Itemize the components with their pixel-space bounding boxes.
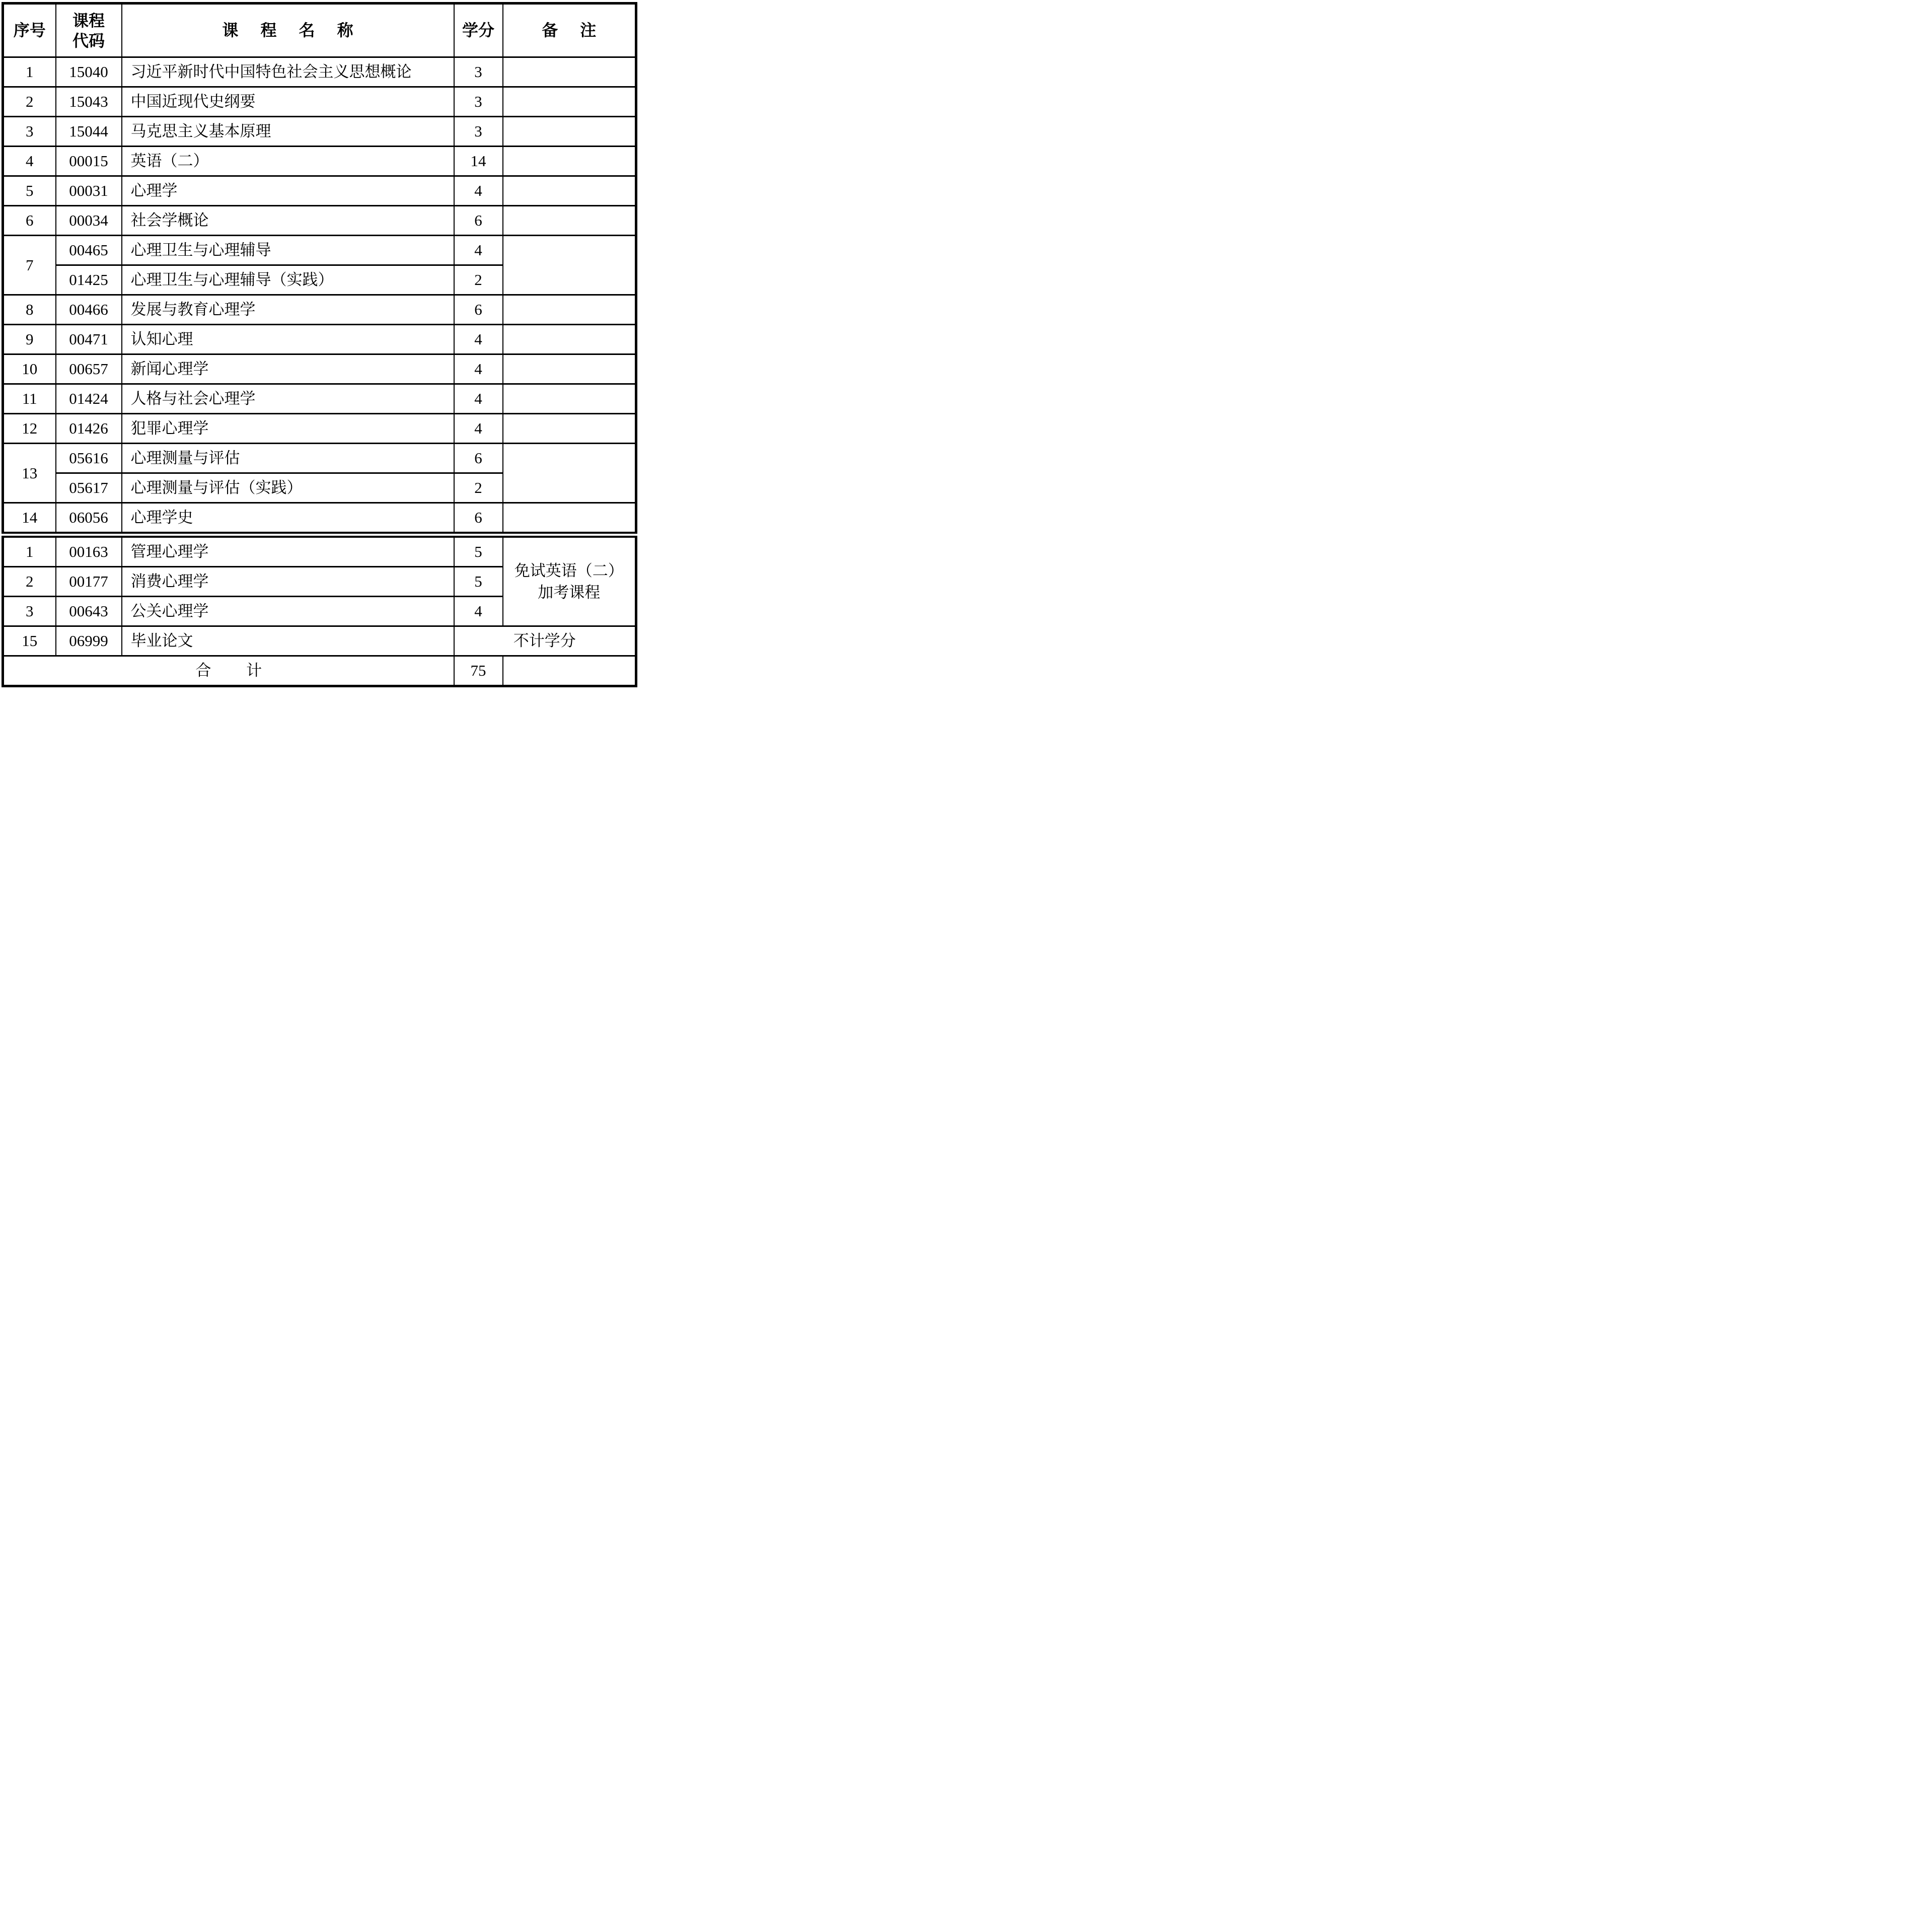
credits-cell: 3 [454,87,503,117]
remark-cell [503,656,636,686]
code-cell: 00466 [56,295,122,325]
name-cell: 习近平新时代中国特色社会主义思想概论 [122,57,454,87]
credits-cell: 4 [454,176,503,206]
credits-cell: 6 [454,444,503,473]
seq-cell-merged: 7 [3,236,56,295]
seq-cell: 3 [3,117,56,147]
credits-cell: 6 [454,206,503,236]
seq-cell: 12 [3,414,56,444]
remark-cell [503,117,636,147]
remark-cell-merged [503,236,636,295]
remark-cell [503,206,636,236]
name-cell: 心理卫生与心理辅导（实践） [122,265,454,295]
seq-cell-merged: 13 [3,444,56,503]
seq-cell: 11 [3,384,56,414]
credits-cell: 5 [454,535,503,567]
remark-cell-extra-merged [503,535,636,626]
remark-cell [503,57,636,87]
table-row [3,176,636,206]
code-cell: 00177 [56,567,122,597]
page [0,0,637,689]
course-plan-table [2,2,637,687]
credits-cell: 2 [454,473,503,503]
header-credits: 学分 [454,4,503,57]
remark-cell [503,503,636,535]
name-cell: 毕业论文 [122,626,454,656]
seq-cell: 14 [3,503,56,535]
seq-cell: 4 [3,147,56,176]
code-cell: 00657 [56,354,122,384]
credits-cell: 4 [454,325,503,354]
credits-cell: 3 [454,117,503,147]
credits-cell: 6 [454,503,503,535]
remark-cell [503,295,636,325]
seq-cell: 15 [3,626,56,656]
table-row [3,236,636,265]
table-row [3,384,636,414]
credits-cell: 4 [454,354,503,384]
name-cell: 心理卫生与心理辅导 [122,236,454,265]
credits-cell: 6 [454,295,503,325]
name-cell: 马克思主义基本原理 [122,117,454,147]
remark-cell [503,147,636,176]
table-row-extra-section-start [3,535,636,567]
remark-cell [503,384,636,414]
code-cell: 01425 [56,265,122,295]
table-row [3,295,636,325]
table-row [3,444,636,473]
name-cell: 社会学概论 [122,206,454,236]
name-cell: 心理学 [122,176,454,206]
remark-cell [503,87,636,117]
code-cell: 00034 [56,206,122,236]
credits-cell: 14 [454,147,503,176]
header-course-name: 课 程 名 称 [122,4,454,57]
table-row [3,325,636,354]
remark-cell-merged [503,444,636,503]
code-cell: 01426 [56,414,122,444]
code-cell: 00471 [56,325,122,354]
table-row [3,503,636,535]
seq-cell: 2 [3,567,56,597]
remark-cell [503,414,636,444]
remark-cell [503,176,636,206]
table-row [3,117,636,147]
credits-cell: 4 [454,384,503,414]
code-cell: 15043 [56,87,122,117]
seq-cell: 10 [3,354,56,384]
name-cell: 犯罪心理学 [122,414,454,444]
code-cell: 05616 [56,444,122,473]
table-row-thesis [3,626,636,656]
seq-cell: 9 [3,325,56,354]
extra-remark-line1: 免试英语（二） [514,561,624,580]
table-row [3,354,636,384]
seq-cell: 6 [3,206,56,236]
code-cell: 00643 [56,597,122,626]
credits-cell: 5 [454,567,503,597]
total-label-cell: 合 计 [3,656,454,686]
seq-cell: 5 [3,176,56,206]
code-cell: 00465 [56,236,122,265]
seq-cell: 2 [3,87,56,117]
name-cell: 心理学史 [122,503,454,535]
header-course-code-line1: 课程 [72,11,105,30]
name-cell: 消费心理学 [122,567,454,597]
code-cell: 05617 [56,473,122,503]
table-row [3,87,636,117]
seq-cell: 1 [3,535,56,567]
credits-cell: 4 [454,597,503,626]
seq-cell: 3 [3,597,56,626]
name-cell: 心理测量与评估 [122,444,454,473]
table-row [3,57,636,87]
name-cell: 公关心理学 [122,597,454,626]
header-row [3,4,636,57]
table-row-total [3,656,636,686]
credits-cell: 4 [454,236,503,265]
table-row [3,147,636,176]
seq-cell: 8 [3,295,56,325]
name-cell: 认知心理 [122,325,454,354]
credits-cell: 4 [454,414,503,444]
name-cell: 英语（二） [122,147,454,176]
remark-cell [503,354,636,384]
name-cell: 心理测量与评估（实践） [122,473,454,503]
table-row [3,206,636,236]
header-course-code-line2: 代码 [72,31,105,50]
name-cell: 人格与社会心理学 [122,384,454,414]
name-cell: 发展与教育心理学 [122,295,454,325]
extra-remark-line2: 加考课程 [538,584,601,601]
code-cell: 15044 [56,117,122,147]
seq-cell: 1 [3,57,56,87]
code-cell: 06999 [56,626,122,656]
code-cell: 15040 [56,57,122,87]
header-remark: 备 注 [503,4,636,57]
code-cell: 00031 [56,176,122,206]
table-row [3,414,636,444]
header-seq: 序号 [3,4,56,57]
code-cell: 00015 [56,147,122,176]
header-course-code [56,4,122,57]
name-cell: 中国近现代史纲要 [122,87,454,117]
code-cell: 01424 [56,384,122,414]
name-cell: 新闻心理学 [122,354,454,384]
name-cell: 管理心理学 [122,535,454,567]
total-credits-cell: 75 [454,656,503,686]
code-cell: 00163 [56,535,122,567]
code-cell: 06056 [56,503,122,535]
remark-cell [503,325,636,354]
thesis-remark-cell-merged: 不计学分 [454,626,636,656]
credits-cell: 2 [454,265,503,295]
credits-cell: 3 [454,57,503,87]
